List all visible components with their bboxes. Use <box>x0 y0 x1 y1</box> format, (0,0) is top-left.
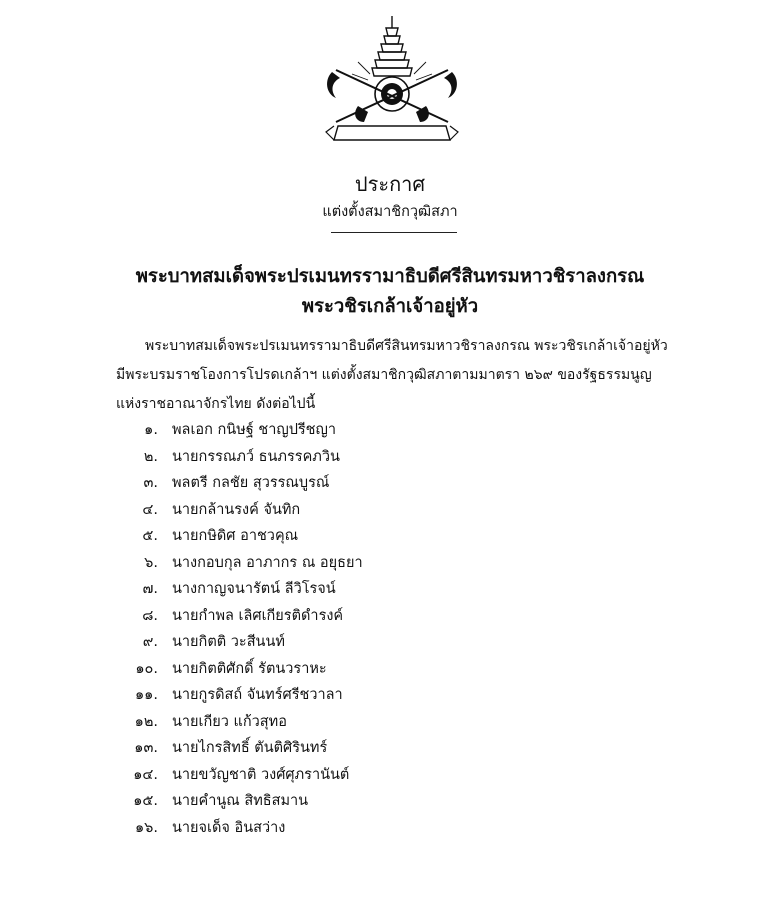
list-item <box>0 657 780 683</box>
item-name: นายไกรสิทธิ์ ตันติศิรินทร์ <box>172 740 328 756</box>
page-subtitle: แต่งตั้งสมาชิกวุฒิสภา <box>322 204 458 220</box>
item-name: นายขวัญชาติ วงศ์ศุภรานันต์ <box>172 766 350 783</box>
list-item <box>0 524 780 550</box>
paragraph-line-2: มีพระบรมราชโองการโปรดเกล้าฯ แต่งตั้งสมาชิกวุฒิสภาตามมาตรา ๒๖๙ ของรัฐธรรมนูญ <box>116 367 652 383</box>
item-number: ๑๐. <box>135 660 158 677</box>
divider <box>331 232 457 233</box>
item-number: ๙. <box>142 634 158 650</box>
royal-title-line-2: พระวชิรเกล้าเจ้าอยู่หัว <box>301 296 479 317</box>
paragraph-line-1: พระบาทสมเด็จพระปรเมนทรรามาธิบดีศรีสินทรมหาวชิราลงกรณ พระวชิรเกล้าเจ้าอยู่หัว <box>145 338 668 354</box>
item-number: ๑๖. <box>134 819 158 836</box>
item-number: ๑๒. <box>134 713 158 730</box>
item-name: พลตรี กลชัย สุวรรณบูรณ์ <box>172 475 330 491</box>
item-number: ๑๕. <box>133 793 158 809</box>
item-name: นายกูรดิสถ์ จันทร์ศรีชวาลา <box>172 687 343 703</box>
list-item <box>0 471 780 497</box>
list-item <box>0 604 780 630</box>
item-number: ๓. <box>143 475 158 491</box>
item-number: ๗. <box>142 581 158 597</box>
item-number: ๕. <box>142 528 158 544</box>
list-item <box>0 498 780 524</box>
item-name: นายกิตติ วะสีนนท์ <box>172 634 285 650</box>
list-item <box>0 763 780 789</box>
list-item <box>0 551 780 577</box>
item-name: นางกอบกุล อาภากร ณ อยุธยา <box>172 554 363 571</box>
item-name: นายกรรณภว์ ธนภรรคภวิน <box>172 448 340 465</box>
list-item <box>0 736 780 762</box>
item-number: ๑๓. <box>134 740 158 756</box>
item-name: นายกิตติศักดิ์ รัตนวราหะ <box>172 660 327 677</box>
list-item <box>0 630 780 656</box>
list-item <box>0 445 780 471</box>
item-number: ๖. <box>144 554 158 571</box>
item-name: นายคำนูณ สิทธิสมาน <box>172 793 309 809</box>
list-item <box>0 816 780 842</box>
royal-title-line-1: พระบาทสมเด็จพระปรเมนทรรามาธิบดีศรีสินทรมหาวชิราลงกรณ <box>135 266 645 287</box>
item-name: นายจเด็จ อินสว่าง <box>172 819 286 836</box>
item-number: ๑๔. <box>133 766 158 783</box>
item-name: นายเกียว แก้วสุทอ <box>172 713 287 730</box>
item-name: นายกำพล เลิศเกียรติดำรงค์ <box>172 607 344 624</box>
item-number: ๑๑. <box>134 687 158 703</box>
page-title: ประกาศ <box>354 172 426 196</box>
list-item <box>0 577 780 603</box>
list-item <box>0 418 780 444</box>
item-number: ๑. <box>144 422 158 438</box>
item-name: นางกาญจนารัตน์ ลีวิโรจน์ <box>172 581 336 597</box>
item-number: ๔. <box>142 501 158 518</box>
item-number: ๒. <box>143 448 158 465</box>
item-name: นายกษิดิศ อาชวคุณ <box>172 528 299 544</box>
list-item <box>0 710 780 736</box>
list-item <box>0 789 780 815</box>
item-name: นายกล้านรงค์ จันทิก <box>172 501 301 518</box>
paragraph-line-3: แห่งราชอาณาจักรไทย ดังต่อไปนี้ <box>116 396 316 412</box>
item-number: ๘. <box>142 607 158 624</box>
list-item <box>0 683 780 709</box>
item-name: พลเอก กนิษฐ์ ชาญปรีชญา <box>172 422 337 438</box>
royal-emblem-icon <box>318 14 466 148</box>
